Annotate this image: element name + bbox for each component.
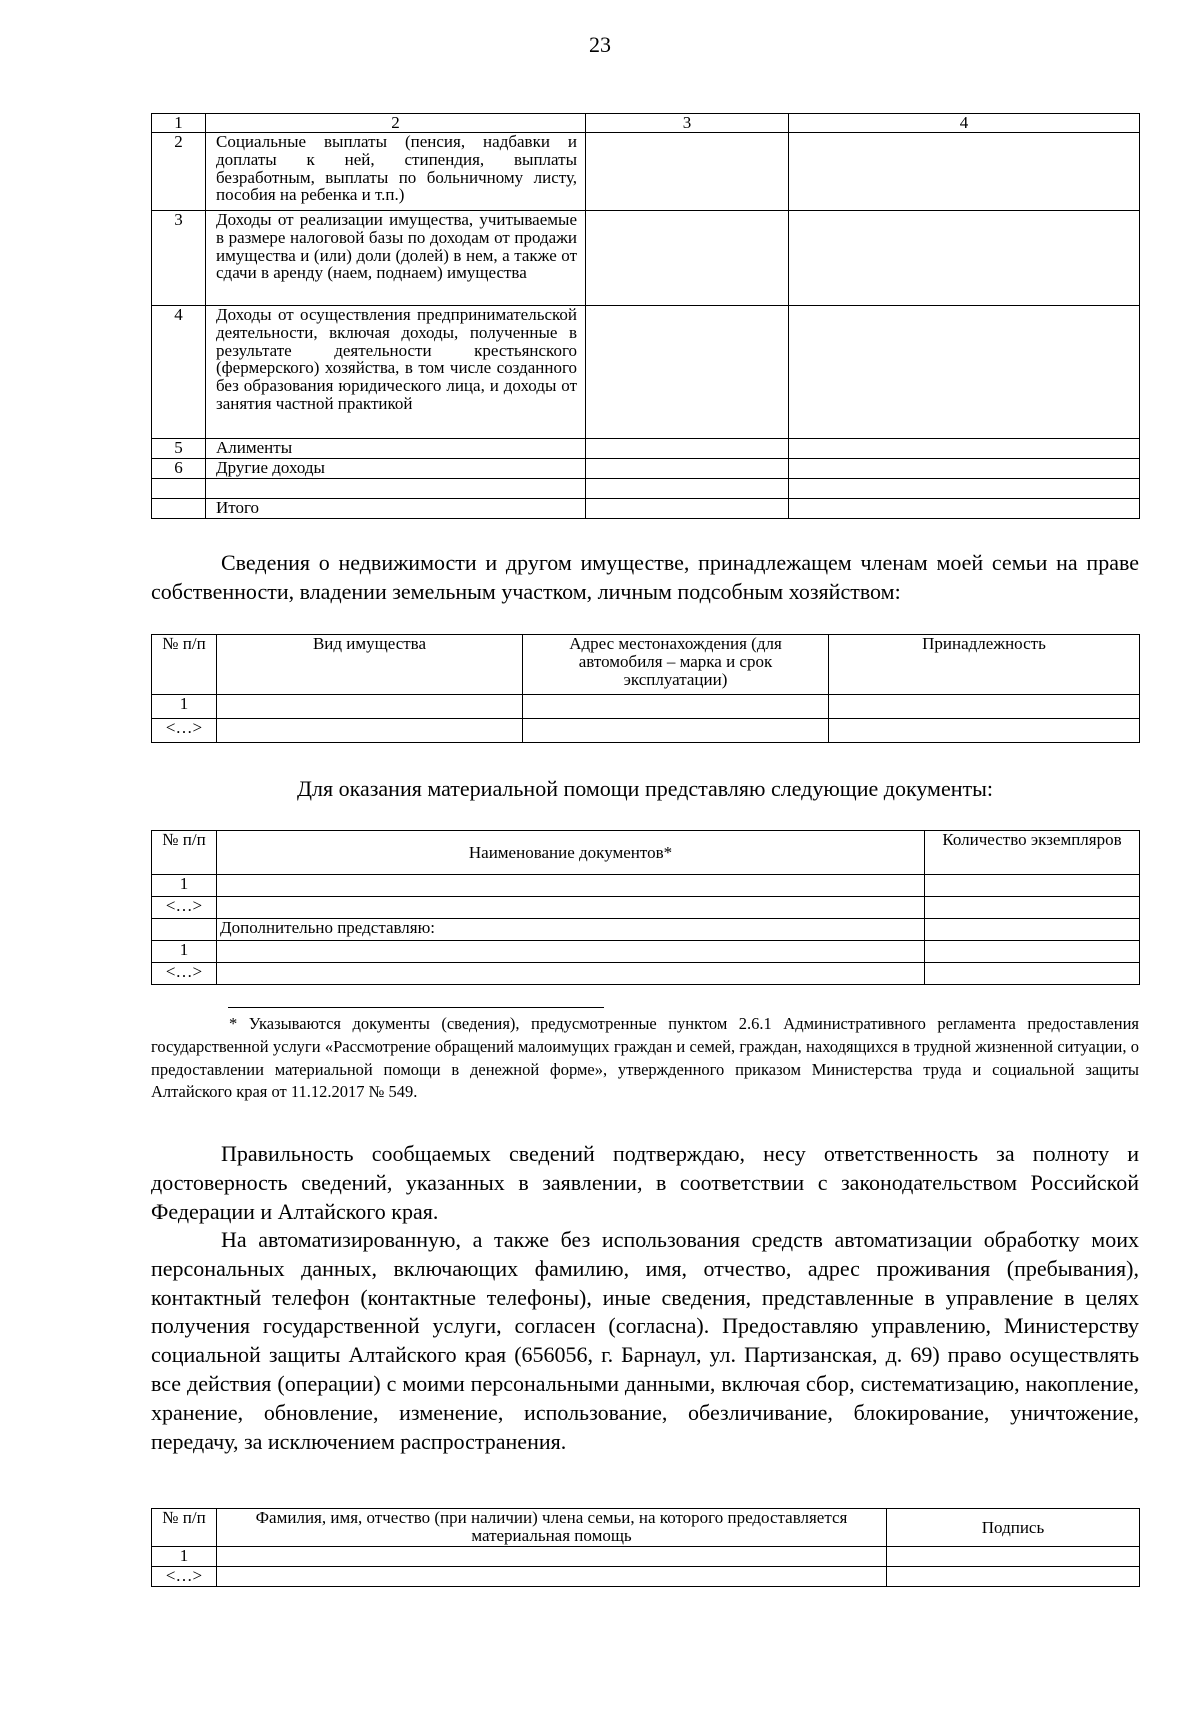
header-num: № п/п — [152, 1509, 217, 1547]
row-number: 2 — [152, 132, 206, 210]
input-cell[interactable] — [789, 458, 1140, 478]
header-type: Вид имущества — [217, 635, 523, 695]
row-number: 1 — [152, 941, 217, 963]
income-type: Алименты — [206, 438, 586, 458]
consent-paragraph: На автоматизированную, а также без использования средств автоматизации обработку моих персональных данных, включающих фамилию, имя, отчество, адрес проживания (пребывания), контактный телефон (контактные телефоны), иные сведения, представленные в управление в целях получения государственной услуги, согласен (согласна). Предоставляю управлению, Министерству социальной защиты Алтайского края (656056, г. Барнаул, ул. Партизанская, д. 69) право осуществлять все действия (операции) с моими персональными данными, включая сбор, систематизацию, накопление, хранение, обновление, изменение, использование, обезличивание, блокирование, уничтожение, передачу, за исключением распространения. — [151, 1227, 1139, 1454]
members-table — [151, 1508, 1140, 1587]
row-number: <…> — [152, 1567, 217, 1587]
table-row — [152, 438, 1140, 458]
table-row — [152, 1567, 1140, 1587]
column-number: 2 — [206, 114, 586, 133]
input-cell[interactable] — [217, 875, 925, 897]
input-cell[interactable] — [586, 498, 789, 518]
table-row — [152, 941, 1140, 963]
input-cell[interactable] — [217, 963, 925, 985]
input-cell[interactable] — [523, 719, 829, 743]
input-cell[interactable] — [925, 897, 1140, 919]
row-number: <…> — [152, 719, 217, 743]
documents-heading: Для оказания материальной помощи представляю следующие документы: — [296, 776, 994, 801]
input-cell[interactable] — [789, 478, 1140, 498]
table-row — [152, 875, 1140, 897]
column-number: 4 — [789, 114, 1140, 133]
input-cell[interactable] — [789, 438, 1140, 458]
input-cell[interactable] — [217, 941, 925, 963]
header-num: № п/п — [152, 831, 217, 875]
income-type: Другие доходы — [206, 458, 586, 478]
income-type: Доходы от осуществления предпринимательской деятельности, включая доходы, полученные в результате деятельности крестьянского (фермерского) хозяйства, в том числе созданного без образования юридического лица, и доходы от занятия частной практикой — [206, 305, 586, 438]
income-type — [206, 478, 586, 498]
income-table — [151, 113, 1140, 519]
input-cell[interactable] — [829, 719, 1140, 743]
footnote-divider — [228, 1007, 604, 1008]
table-header-row — [152, 1509, 1140, 1547]
input-cell[interactable] — [789, 498, 1140, 518]
row-number: 6 — [152, 458, 206, 478]
table-row-total — [152, 498, 1140, 518]
table-row — [152, 719, 1140, 743]
total-label: Итого — [206, 498, 586, 518]
input-cell[interactable] — [586, 210, 789, 305]
documents-table — [151, 830, 1140, 985]
row-number: 5 — [152, 438, 206, 458]
input-cell[interactable] — [586, 478, 789, 498]
column-number: 3 — [586, 114, 789, 133]
input-cell[interactable] — [789, 305, 1140, 438]
header-signature: Подпись — [887, 1509, 1140, 1547]
input-cell[interactable] — [829, 695, 1140, 719]
confirmation-paragraph: Правильность сообщаемых сведений подтверждаю, несу ответственность за полноту и достоверность сведений, указанных в заявлении, в соответствии с законодательством Российской Федерации и Алтайского края. — [151, 1141, 1139, 1224]
row-number: <…> — [152, 897, 217, 919]
table-row — [152, 1547, 1140, 1567]
table-row — [152, 963, 1140, 985]
page-number: 23 — [589, 32, 611, 57]
input-cell[interactable] — [925, 963, 1140, 985]
table-row — [152, 132, 1140, 210]
input-cell[interactable] — [217, 695, 523, 719]
input-cell[interactable] — [789, 210, 1140, 305]
input-cell[interactable] — [217, 1567, 887, 1587]
input-cell[interactable] — [925, 875, 1140, 897]
header-count: Количество экземпляров — [925, 831, 1140, 875]
income-type: Доходы от реализации имущества, учитываемые в размере налоговой базы по доходам от продажи имущества и (или) доли (долей) в нем, а также от сдачи в аренду (наем, поднаем) имущества — [206, 210, 586, 305]
input-cell[interactable] — [789, 132, 1140, 210]
empty-cell — [152, 919, 217, 941]
table-header-row — [152, 635, 1140, 695]
row-number — [152, 478, 206, 498]
row-number — [152, 498, 206, 518]
input-cell[interactable] — [925, 941, 1140, 963]
table-row — [152, 305, 1140, 438]
header-owner: Принадлежность — [829, 635, 1140, 695]
input-cell[interactable] — [217, 1547, 887, 1567]
row-number: 4 — [152, 305, 206, 438]
table-row — [152, 210, 1140, 305]
table-row — [152, 478, 1140, 498]
property-table — [151, 634, 1140, 743]
header-address: Адрес местонахождения (для автомобиля – марка и срок эксплуатации) — [523, 635, 829, 695]
input-cell[interactable] — [586, 438, 789, 458]
additional-label: Дополнительно представляю: — [217, 919, 925, 941]
input-cell[interactable] — [925, 919, 1140, 941]
table-row — [152, 695, 1140, 719]
input-cell[interactable] — [523, 695, 829, 719]
header-doc-name: Наименование документов* — [217, 831, 925, 875]
header-member-name: Фамилия, имя, отчество (при наличии) члена семьи, на которого предоставляется материальная помощь — [217, 1509, 887, 1547]
row-number: 1 — [152, 1547, 217, 1567]
row-number: <…> — [152, 963, 217, 985]
row-number: 3 — [152, 210, 206, 305]
table-row — [152, 458, 1140, 478]
signature-cell[interactable] — [887, 1547, 1140, 1567]
header-num: № п/п — [152, 635, 217, 695]
signature-cell[interactable] — [887, 1567, 1140, 1587]
input-cell[interactable] — [586, 132, 789, 210]
property-heading: Сведения о недвижимости и другом имуществе, принадлежащем членам моей семьи на праве собственности, владении земельным участком, личным подсобным хозяйством: — [151, 550, 1139, 604]
table-header-row — [152, 831, 1140, 875]
table-row — [152, 897, 1140, 919]
column-number: 1 — [152, 114, 206, 133]
input-cell[interactable] — [586, 305, 789, 438]
table-row — [152, 919, 1140, 941]
input-cell[interactable] — [217, 897, 925, 919]
input-cell[interactable] — [586, 458, 789, 478]
footnote: * Указываются документы (сведения), предусмотренные пунктом 2.6.1 Административного регламента предоставления государственной услуги «Рассмотрение обращений малоимущих граждан и семей, граждан, находящихся в трудной жизненной ситуации, о предоставлении материальной помощи в денежной форме», утвержденного приказом Министерства труда и социальной защиты Алтайского края от 11.12.2017 № 549. — [151, 1014, 1139, 1102]
row-number: 1 — [152, 875, 217, 897]
table-header-row — [152, 114, 1140, 133]
input-cell[interactable] — [217, 719, 523, 743]
income-type: Социальные выплаты (пенсия, надбавки и доплаты к ней, стипендия, выплаты безработным, выплаты по больничному листу, пособия на ребенка и т.п.) — [206, 132, 586, 210]
row-number: 1 — [152, 695, 217, 719]
